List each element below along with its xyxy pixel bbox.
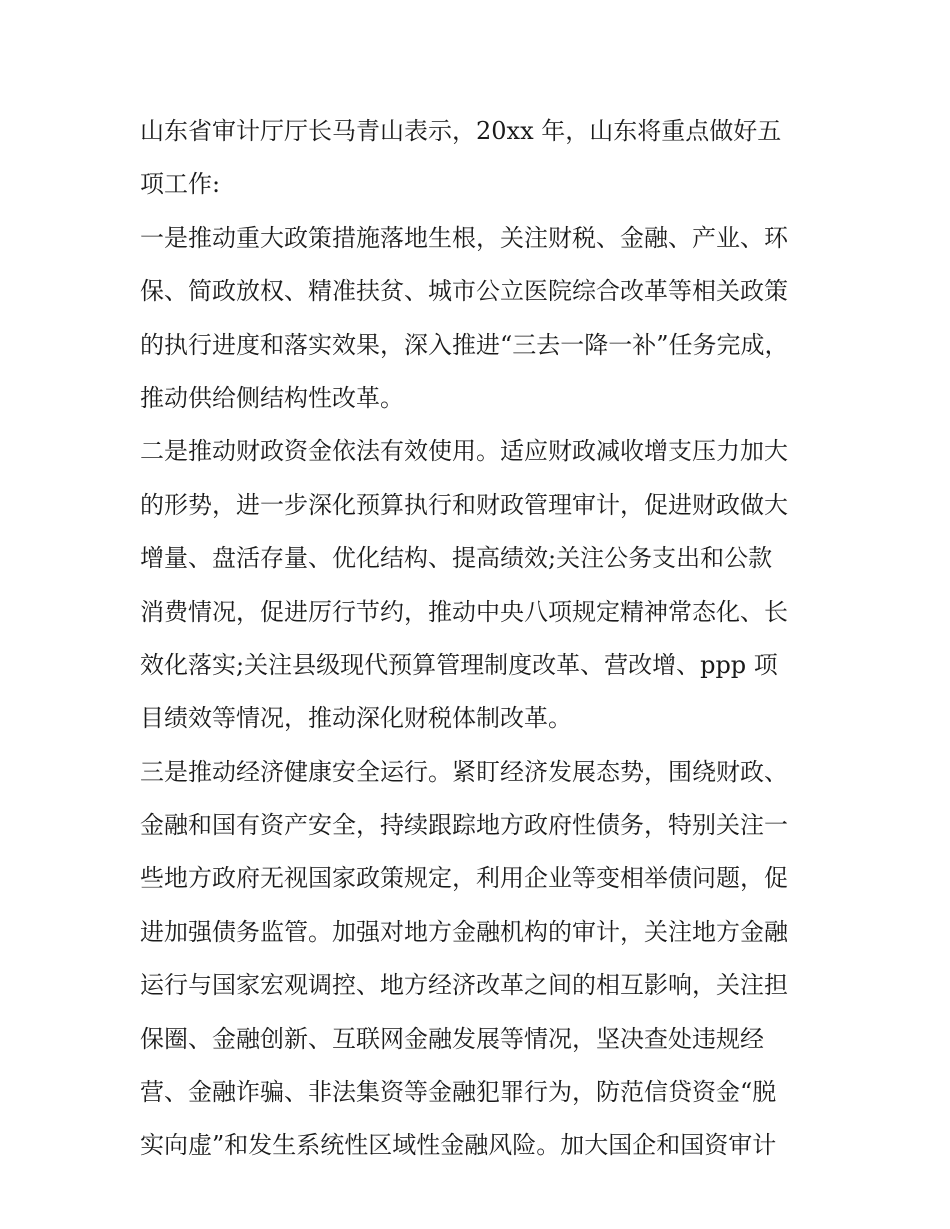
- text-line: 一是推动重大政策措施落地生根，关注财税、金融、产业、环: [140, 223, 788, 252]
- text-line: 实向虚”和发生系统性区域性金融风险。加大国企和国资审计: [140, 1131, 777, 1160]
- text-line: 的形势，进一步深化预算执行和财政管理审计，促进财政做大: [140, 490, 788, 519]
- document-body: [140, 105, 820, 1173]
- text-line: 营、金融诈骗、非法集资等金融犯罪行为，防范信贷资金“脱: [140, 1078, 777, 1107]
- text-line: 效化落实;关注县级现代预算管理制度改革、营改增、ppp 项: [140, 650, 778, 679]
- text-line: 消费情况，促进厉行节约，推动中央八项规定精神常态化、长: [140, 597, 788, 626]
- text-line: 保、简政放权、精准扶贫、城市公立医院综合改革等相关政策: [140, 277, 788, 306]
- text-line: 三是推动经济健康安全运行。紧盯经济发展态势，围绕财政、: [140, 757, 788, 786]
- text-line: 进加强债务监管。加强对地方金融机构的审计，关注地方金融: [140, 917, 788, 946]
- text-line: 保圈、金融创新、互联网金融发展等情况，坚决查处违规经: [140, 1024, 764, 1053]
- text-line: 的执行进度和落实效果，深入推进“三去一降一补”任务完成，: [140, 330, 789, 359]
- text-line: 些地方政府无视国家政策规定，利用企业等变相举债问题，促: [140, 864, 788, 893]
- text-line: 山东省审计厅厅长马青山表示，20xx 年，山东将重点做好五: [140, 117, 782, 145]
- text-line: 推动供给侧结构性改革。: [140, 383, 404, 412]
- text-line: 金融和国有资产安全，持续跟踪地方政府性债务，特别关注一: [140, 811, 788, 840]
- text-line: 增量、盘活存量、优化结构、提高绩效;关注公务支出和公款: [140, 544, 773, 573]
- text-line: 二是推动财政资金依法有效使用。适应财政减收增支压力加大: [140, 437, 788, 466]
- text-line: 运行与国家宏观调控、地方经济改革之间的相互影响，关注担: [140, 971, 788, 1000]
- text-line: 目绩效等情况，推动深化财税体制改革。: [140, 704, 572, 733]
- text-line: 项工作:: [140, 170, 221, 199]
